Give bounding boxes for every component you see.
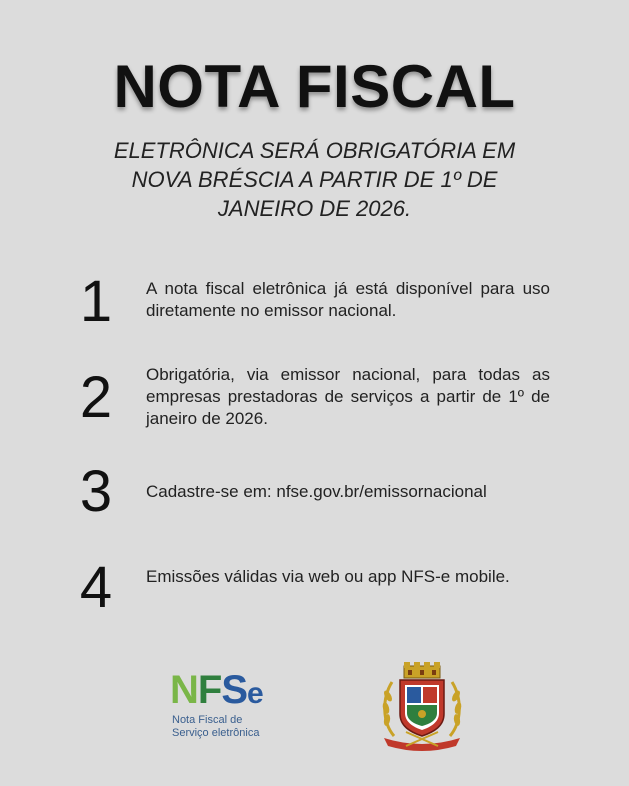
item-number: 3	[79, 459, 113, 524]
item-text: A nota fiscal eletrônica já está disponível para uso diretamente no emissor nacional.	[146, 279, 550, 320]
item-number: 4	[79, 555, 113, 620]
item-text: Emissões válidas via web ou app NFS-e mobile.	[146, 567, 510, 586]
footer-logos	[0, 660, 629, 760]
nfse-letter-e: e	[247, 677, 263, 710]
nfse-caption-line2: Serviço eletrônica	[172, 727, 260, 739]
item-number: 1	[79, 269, 113, 334]
nfse-letter-n: N	[170, 668, 198, 712]
nfse-logo	[168, 668, 288, 748]
nfse-wordmark	[170, 668, 263, 716]
item-text: Cadastre-se em: nfse.gov.br/emissornacional	[146, 482, 487, 501]
item-number: 2	[79, 365, 113, 430]
page-subtitle: ELETRÔNICA SERÁ OBRIGATÓRIA EM NOVA BRÉSCIA A PARTIR DE 1º DE JANEIRO DE 2026.	[113, 138, 516, 221]
nfse-caption-line1: Nota Fiscal de	[172, 714, 243, 726]
nfse-letter-s: S	[221, 668, 248, 712]
municipal-coat-of-arms-icon	[376, 660, 468, 752]
item-text: Obrigatória, via emissor nacional, para todas as empresas prestadoras de serviços a partir de 1º de janeiro de 2026.	[146, 365, 550, 428]
nfse-caption	[172, 714, 259, 740]
nfse-letter-f: F	[197, 668, 222, 712]
page-title: NOTA FISCAL	[113, 53, 516, 120]
